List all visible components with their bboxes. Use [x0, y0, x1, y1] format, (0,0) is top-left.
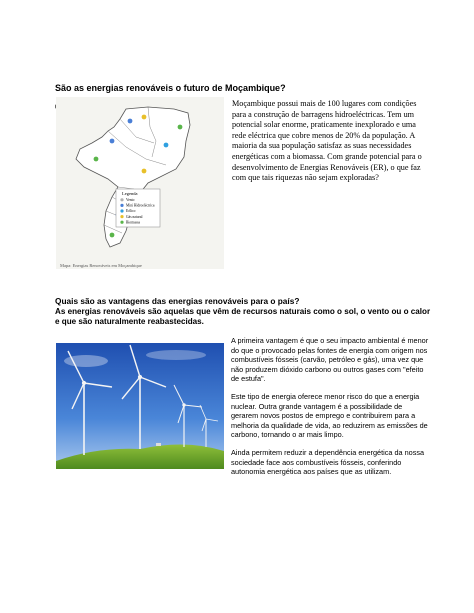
article-title: São as energias renováveis o futuro de Moçambique? [55, 83, 286, 93]
advantages-text [231, 336, 431, 485]
section-heading: Quais são as vantagens das energias renováveis para o país? [55, 296, 300, 306]
section-subheading: As energias renováveis são aquelas que vêm de recursos naturais como o sol, o vento ou o calor e que são naturalmente reabastecidas. [55, 307, 431, 327]
legend-item: Mini Hidroeléctrica [126, 203, 155, 208]
legend-marker [120, 204, 123, 207]
legend-marker [120, 215, 123, 218]
paragraph: A primeira vantagem é que o seu impacto ambiental é menor do que o provocado pelas fontes de energia com origem nos combustíveis fósseis (carvão, petróleo e gás), uma vez que não produzem dióxido carbono ou outros gases com "efeito de estufa". [231, 336, 429, 384]
legend-item: Eólico [126, 209, 136, 214]
legend-item: Gás natural [126, 214, 143, 219]
wind-turbines-photo [56, 343, 224, 469]
legend-item: Vento [126, 198, 135, 202]
legend-item: Biomassa [126, 220, 140, 225]
legend-marker [120, 209, 123, 212]
legend-title: Legenda [122, 191, 138, 196]
paragraph: Este tipo de energia oferece menor risco do que a energia nuclear. Outra grande vantagem é a possibilidade de gerarem novos postos de emprego e contribuirem para a melhoria da qualidade de vida, ao reduzirem as emissões de carbono, tornando o ar mais limpo. [231, 391, 428, 440]
legend-marker [120, 198, 123, 201]
legend-marker [120, 221, 123, 224]
intro-paragraph: Moçambique possui mais de 100 lugares com condições para a construção de barragens hidroeléctricas. Tem um potencial solar enorme, praticamente inexplorado e uma rede eléctrica que cobre menos de 20% da população. A maioria da sua população satisfaz as suas necessidades energéticas com a biomassa. Com grande potencial para o desenvolvimento de Energias Renováveis (ER), o que faz com que tais riquezas não sejam exploradas? [232, 99, 422, 183]
mozambique-map [56, 97, 224, 269]
paragraph: Ainda permitem reduzir a dependência energética da nossa sociedade face aos combustíveis fósseis, conferindo autonomia energética aos países que as utilizam. [231, 447, 425, 477]
map-caption: Mapa: Energias Renováveis em Moçambique [60, 263, 142, 268]
